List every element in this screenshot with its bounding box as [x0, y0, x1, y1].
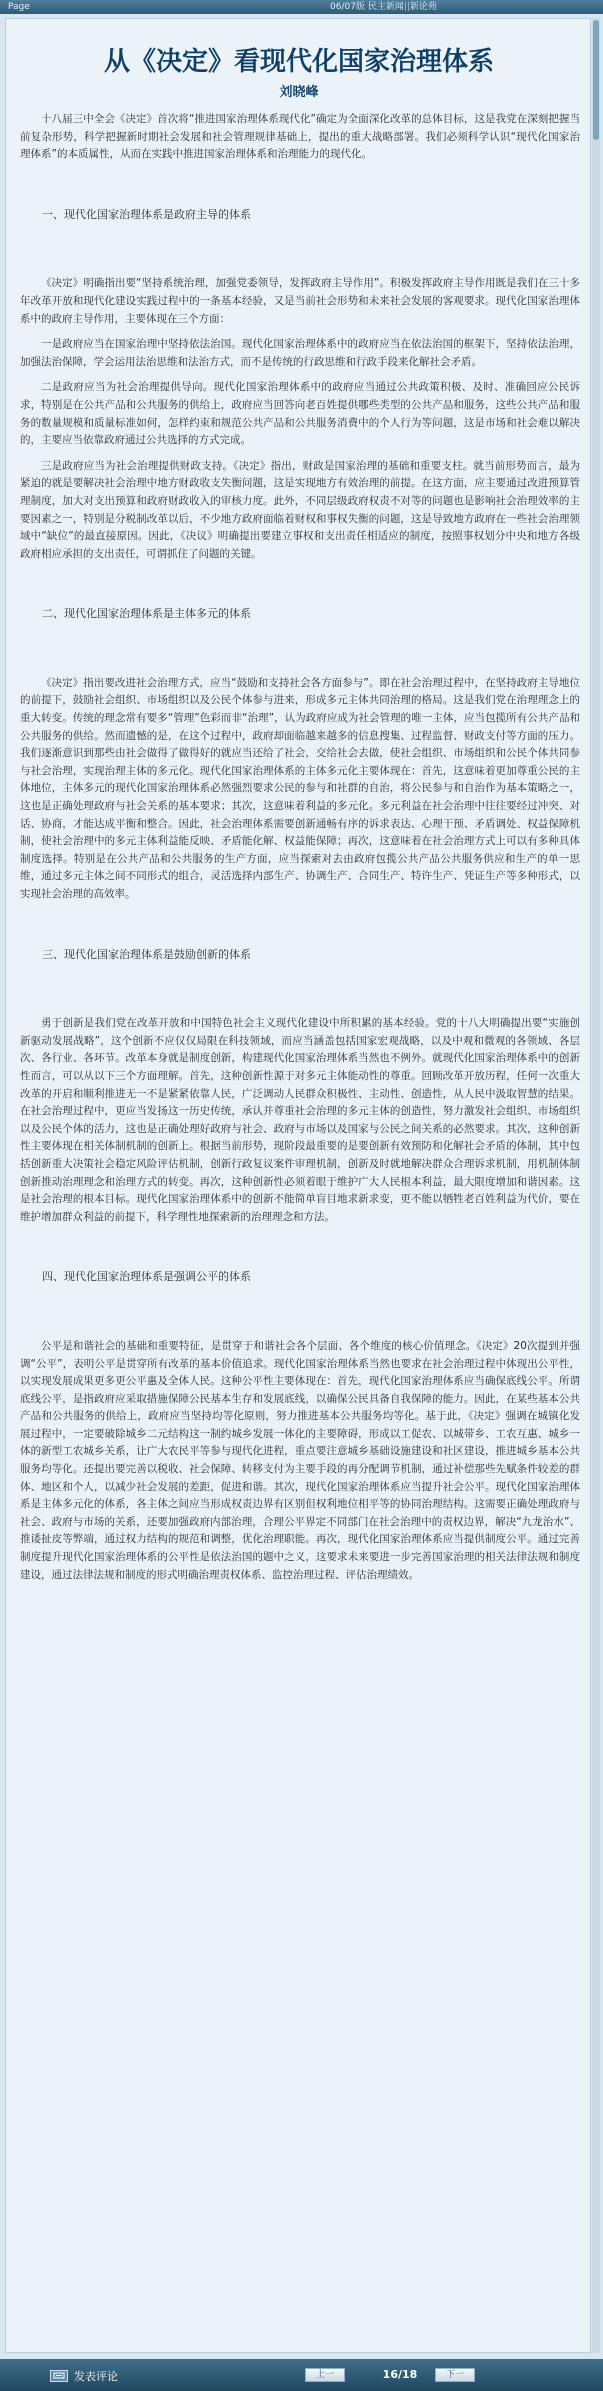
- section-heading: 三、现代化国家治理体系是鼓励创新的体系: [42, 947, 251, 961]
- body-paragraph: 《决定》指出要改进社会治理方式，应当“鼓励和支持社会各方面参与”。即在社会治理过程中，在坚持政府主导地位的前提下，鼓励社会组织、市场组织以及公民个体参与进来，形成多元主体共同治理的格局。这是我们党在治理理念上的重大转变。传统的理念常有要多“管理”色彩而非“治理”，认为政府应成为社会管理的唯一主体，应当包揽所有公共产品和公共服务的供给。然而遗憾的是，在这个过程中，政府却面临越来越多的信息搜集、过程监督、财政支付等方面的压力。我们逐渐意识到那些由社会做得了做得好的就应当还给了社会，交给社会去做，使社会组织、市场组织和公民个体共同参与社会治理，实现治理主体的多元化。现代化国家治理体系的主体多元化主要体现在：首先，这意味着更加尊重公民的主体地位，主体多元的现代化国家治理体系必然强烈要求公民的参与和社群的自治，将公民参与和自治作为基本策略之一，这也是正确处理政府与社会关系的基本要求；其次，这意味着利益的多元化。多元利益在社会治理中往往要经过冲突、对话、协商，才能达成平衡和整合。因此，社会治理体系需要创新通畅有序的诉求表达、心理干预、矛盾调处、权益保障机制，使社会治理中的多元主体利益能反映、矛盾能化解、权益能保障；再次，这意味着在社会治理方式上可以有多种具体制度选择。特别是在公共产品和公共服务的生产方面，应当探索对去由政府包揽公共产品公共服务供应和生产的单一思维，通过多元主体之间不同形式的组合，灵活选择内部生产、协调生产、合同生产、特许生产、凭证生产等多种形式，以实现社会治理的高效率。: [20, 676, 580, 900]
- comment-button[interactable]: [50, 2367, 118, 2384]
- body-paragraph: 《决定》明确指出要“坚持系统治理，加强党委领导，发挥政府主导作用”。积极发挥政府主导作用既是我们在三十多年改革开放和现代化建设实践过程中的一条基本经验，又是当前社会形势和未来社会发展的客观要求。现代化国家治理体系中的政府主导作用，主要体现在三个方面：: [20, 277, 580, 325]
- article-body: [20, 111, 580, 1592]
- comment-icon: [50, 2370, 68, 2382]
- section-heading: 二、现代化国家治理体系是主体多元的体系: [42, 607, 251, 621]
- body-paragraph: 一是政府应当在国家治理中坚持依法治国。现代化国家治理体系中的政府应当在依法治国的框架下，坚持依法治理，加强法治保障，学会运用法治思维和法治方式，而不是传统的行政思维和行政手段来化解社会矛盾。: [20, 338, 580, 368]
- body-paragraph: 二是政府应当为社会治理提供导向。现代化国家治理体系中的政府应当通过公共政策积极、及时、准确回应公民诉求，特别是在公共产品和公共服务的供给上，政府应当回答向老百姓提供哪些类型的公共产品和服务，这些公共产品和服务的数量规模和质量标准如何，怎样约束和规范公共产品和公共服务消费中的个人行为等问题，这是市场和社会难以解决的，主要应当依靠政府通过公共选择的方式完成。: [20, 381, 580, 447]
- section-heading: 一、现代化国家治理体系是政府主导的体系: [42, 207, 251, 221]
- scrollbar-thumb[interactable]: [593, 20, 599, 140]
- article-panel: [5, 18, 591, 2353]
- article-author: 刘晓峰: [279, 85, 319, 100]
- body-paragraph: 勇于创新是我们党在改革开放和中国特色社会主义现代化建设中所积累的基本经验。党的十八大明确提出要“实施创新驱动发展战略”，这个创新不应仅仅局限在科技领域，而应当涵盖包括国家宏观战略，以及中观和微观的各领域、各层次、各行业、各环节。改革本身就是制度创新，构建现代化国家治理体系当然也不例外。就现代化国家治理体系中的创新性而言，可以从以下三个方面理解。首先，这种创新性源于对多元主体能动性的尊重。回顾改革开放历程，任何一次重大改革的开启和顺利推进无一不是紧紧依靠人民，广泛调动人民群众积极性、主动性、创造性，从人民中汲取智慧的结果。在社会治理过程中，更应当发扬这一历史传统，承认并尊重社会治理的多元主体的创造性，努力激发社会组织、市场组织以及公民个体的活力，这也是正确处理好政府与社会、政府与市场以及国家与公民之间关系的必然要求。其次，这种创新性主要体现在相关体制机制的创新上。根据当前形势，现阶段最重要的是要创新有效预防和化解社会矛盾的体制，其中包括创新重大决策社会稳定风险评估机制，创新行政复议案件审理机制，创新及时就地解决群众合理诉求机制，用机制体制创新推动治理理念和治理方式的转变。再次，这种创新性必须着眼于维护广大人民根本利益，最大限度增加和谐因素。这是社会治理的根本目标。现代化国家治理体系中的创新不能简单盲目地求新求变，更不能以牺牲老百姓利益为代价，要在维护增加群众利益的前提下，科学理性地探索新的治理理念和方法。: [20, 1017, 580, 1223]
- issue-name: 民主新闻: [367, 2, 404, 12]
- prev-page-button[interactable]: 上一: [305, 2368, 345, 2382]
- page-current: 16: [382, 2368, 398, 2381]
- top-bar: [0, 0, 603, 14]
- issue-section: 新论苑: [409, 2, 437, 12]
- page-total: 18: [402, 2368, 418, 2381]
- page-counter: 16/18: [382, 2368, 418, 2381]
- issue-date: 06/07版: [330, 2, 365, 12]
- separator: ||: [403, 2, 410, 12]
- body-paragraph: 公平是和谐社会的基础和重要特征，是贯穿于和谐社会各个层面、各个维度的核心价值理念。《决定》20次提到并强调“公平”，表明公平是贯穿所有改革的基本价值追求。现代化国家治理体系当然也要求在社会治理过程中体现出公平性，以实现发展成果更多更公平惠及全体人民。这种公平性主要体现在：首先，现代化国家治理体系应当确保底线公平。所谓底线公平，是指政府应采取措施保障公民基本生存和发展底线，以确保公民具备自我保障的能力。因此，在某些基本公共产品和公共服务的供给上，政府应当坚持均等化原则，努力推进基本公共服务均等化。基于此，《决定》强调在城镇化发展过程中，一定要破除城乡二元结构这一制约城乡发展一体化的主要障碍，形成以工促农、以城带乡、工农互惠、城乡一体的新型工农城乡关系，让广大农民平等参与现代化进程，重点要注意城乡基础设施建设和社区建设，推进城乡基本公共服务均等化。还提出要完善以税收、社会保障、转移支付为主要手段的再分配调节机制，通过补偿那些先赋条件较差的群体、地区和个人，以减少社会发展的差距，促进和谐。其次，现代化国家治理体系应当提升社会公平。现代化国家治理体系是主体多元化的体系，各主体之间应当形成权责边界有区别但权利地位相平等的协同治理结构。这需要正确处理政府与社会、政府与市场的关系，还要加强政府内部治理，合理公平界定不同部门在社会治理中的责权边界，解决“九龙治水”、推诿扯皮等弊端，通过权力结构的规范和调整，优化治理职能。再次，现代化国家治理体系应当提供制度公平。通过完善制度提升现代化国家治理体系的公平性是依法治国的题中之义，这要求未来要进一步完善国家治理的相关法律法规和制度建设，通过法律法规和制度的形式明确治理责权体系、监控治理过程、评估治理绩效。: [20, 1339, 580, 1581]
- next-page-button[interactable]: 下一: [435, 2368, 475, 2382]
- article-title: 从《决定》看现代化国家治理体系: [103, 47, 494, 77]
- page-label: Page: [8, 2, 30, 12]
- scrollbar[interactable]: [592, 18, 600, 2353]
- comment-label: 发表评论: [74, 2369, 118, 2383]
- section-heading: 四、现代化国家治理体系是强调公平的体系: [42, 1270, 251, 1284]
- body-paragraph: 三是政府应当为社会治理提供财政支持。《决定》指出，财政是国家治理的基础和重要支柱。就当前形势而言，最为紧迫的就是要解决社会治理中地方财政收支失衡问题，这是实现地方有效治理的前提。在这方面，应主要通过改进预算管理制度，加大对支出预算和政府财政收入的审核力度。此外，不同层级政府权责不对等的问题也是影响社会治理效率的主要因素之一，特别是分税制改革以后，不少地方政府面临着财权和事权失衡的问题，这是导致地方政府在一些社会治理领域中“缺位”的最直接原因。因此，《决议》明确提出要建立事权和支出责任相适应的制度，按照事权划分中央和地方各级政府相应承担的支出责任，可谓抓住了问题的关键。: [20, 459, 580, 560]
- issue-info: [330, 0, 437, 14]
- bottom-bar: [0, 2359, 603, 2391]
- intro-paragraph: 十八届三中全会《决定》首次将“推进国家治理体系现代化”确定为全面深化改革的总体目标，这是我党在深刻把握当前复杂形势，科学把握新时期社会发展和社会管理规律基础上，提出的重大战略部署。我们必须科学认识“现代化国家治理体系”的本质属性，从而在实践中推进国家治理体系和治理能力的现代化。: [20, 113, 580, 161]
